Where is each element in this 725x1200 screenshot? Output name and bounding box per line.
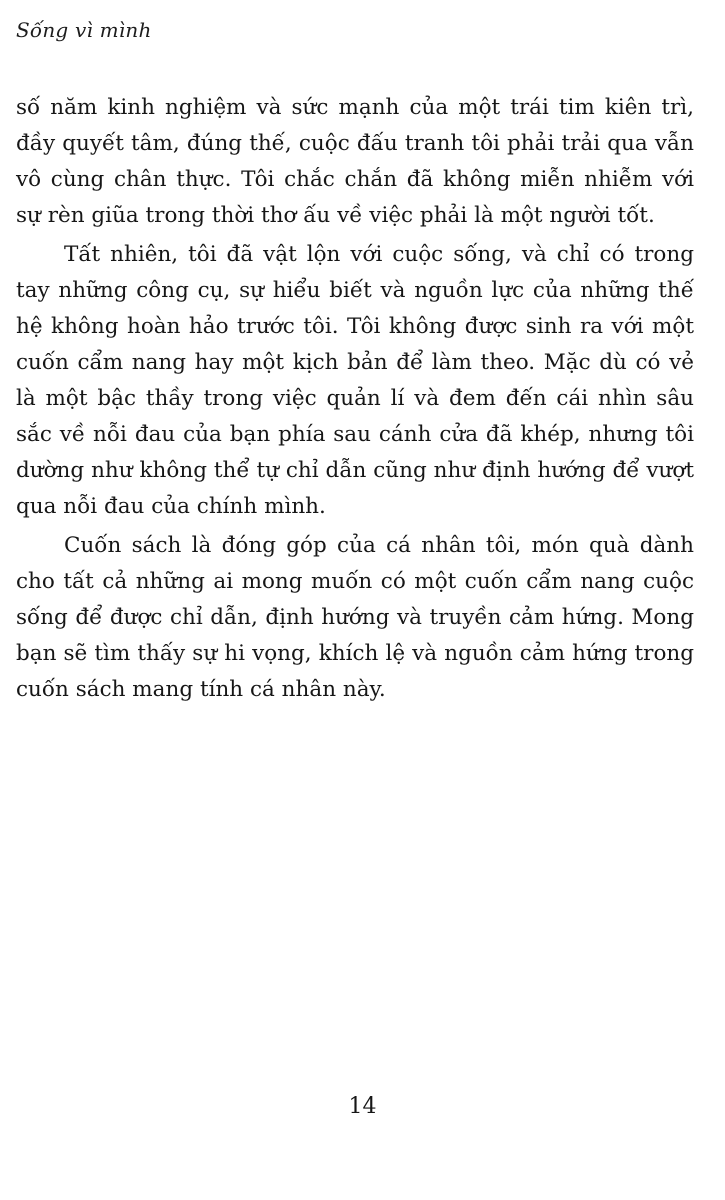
running-head: Sống vì mình (16, 18, 152, 42)
body-text-block (16, 90, 694, 711)
paragraph: số năm kinh nghiệm và sức mạnh của một trái tim kiên trì, đầy quyết tâm, đúng thế, cuộc đấu tranh tôi phải trải qua vẫn vô cùng chân thực. Tôi chắc chắn đã không miễn nhiễm với sự rèn giũa trong thời thơ ấu về việc phải là một người tốt. (16, 95, 694, 228)
paragraph: Cuốn sách là đóng góp của cá nhân tôi, món quà dành cho tất cả những ai mong muốn có một cuốn cẩm nang cuộc sống để được chỉ dẫn, định hướng và truyền cảm hứng. Mong bạn sẽ tìm thấy sự hi vọng, khích lệ và nguồn cảm hứng trong cuốn sách mang tính cá nhân này. (16, 533, 694, 702)
paragraph: Tất nhiên, tôi đã vật lộn với cuộc sống, và chỉ có trong tay những công cụ, sự hiểu biết và nguồn lực của những thế hệ không hoàn hảo trước tôi. Tôi không được sinh ra với một cuốn cẩm nang hay một kịch bản để làm theo. Mặc dù có vẻ là một bậc thầy trong việc quản lí và đem đến cái nhìn sâu sắc về nỗi đau của bạn phía sau cánh cửa đã khép, nhưng tôi dường như không thể tự chỉ dẫn cũng như định hướng để vượt qua nỗi đau của chính mình. (16, 242, 694, 519)
page-number: 14 (348, 1094, 377, 1119)
